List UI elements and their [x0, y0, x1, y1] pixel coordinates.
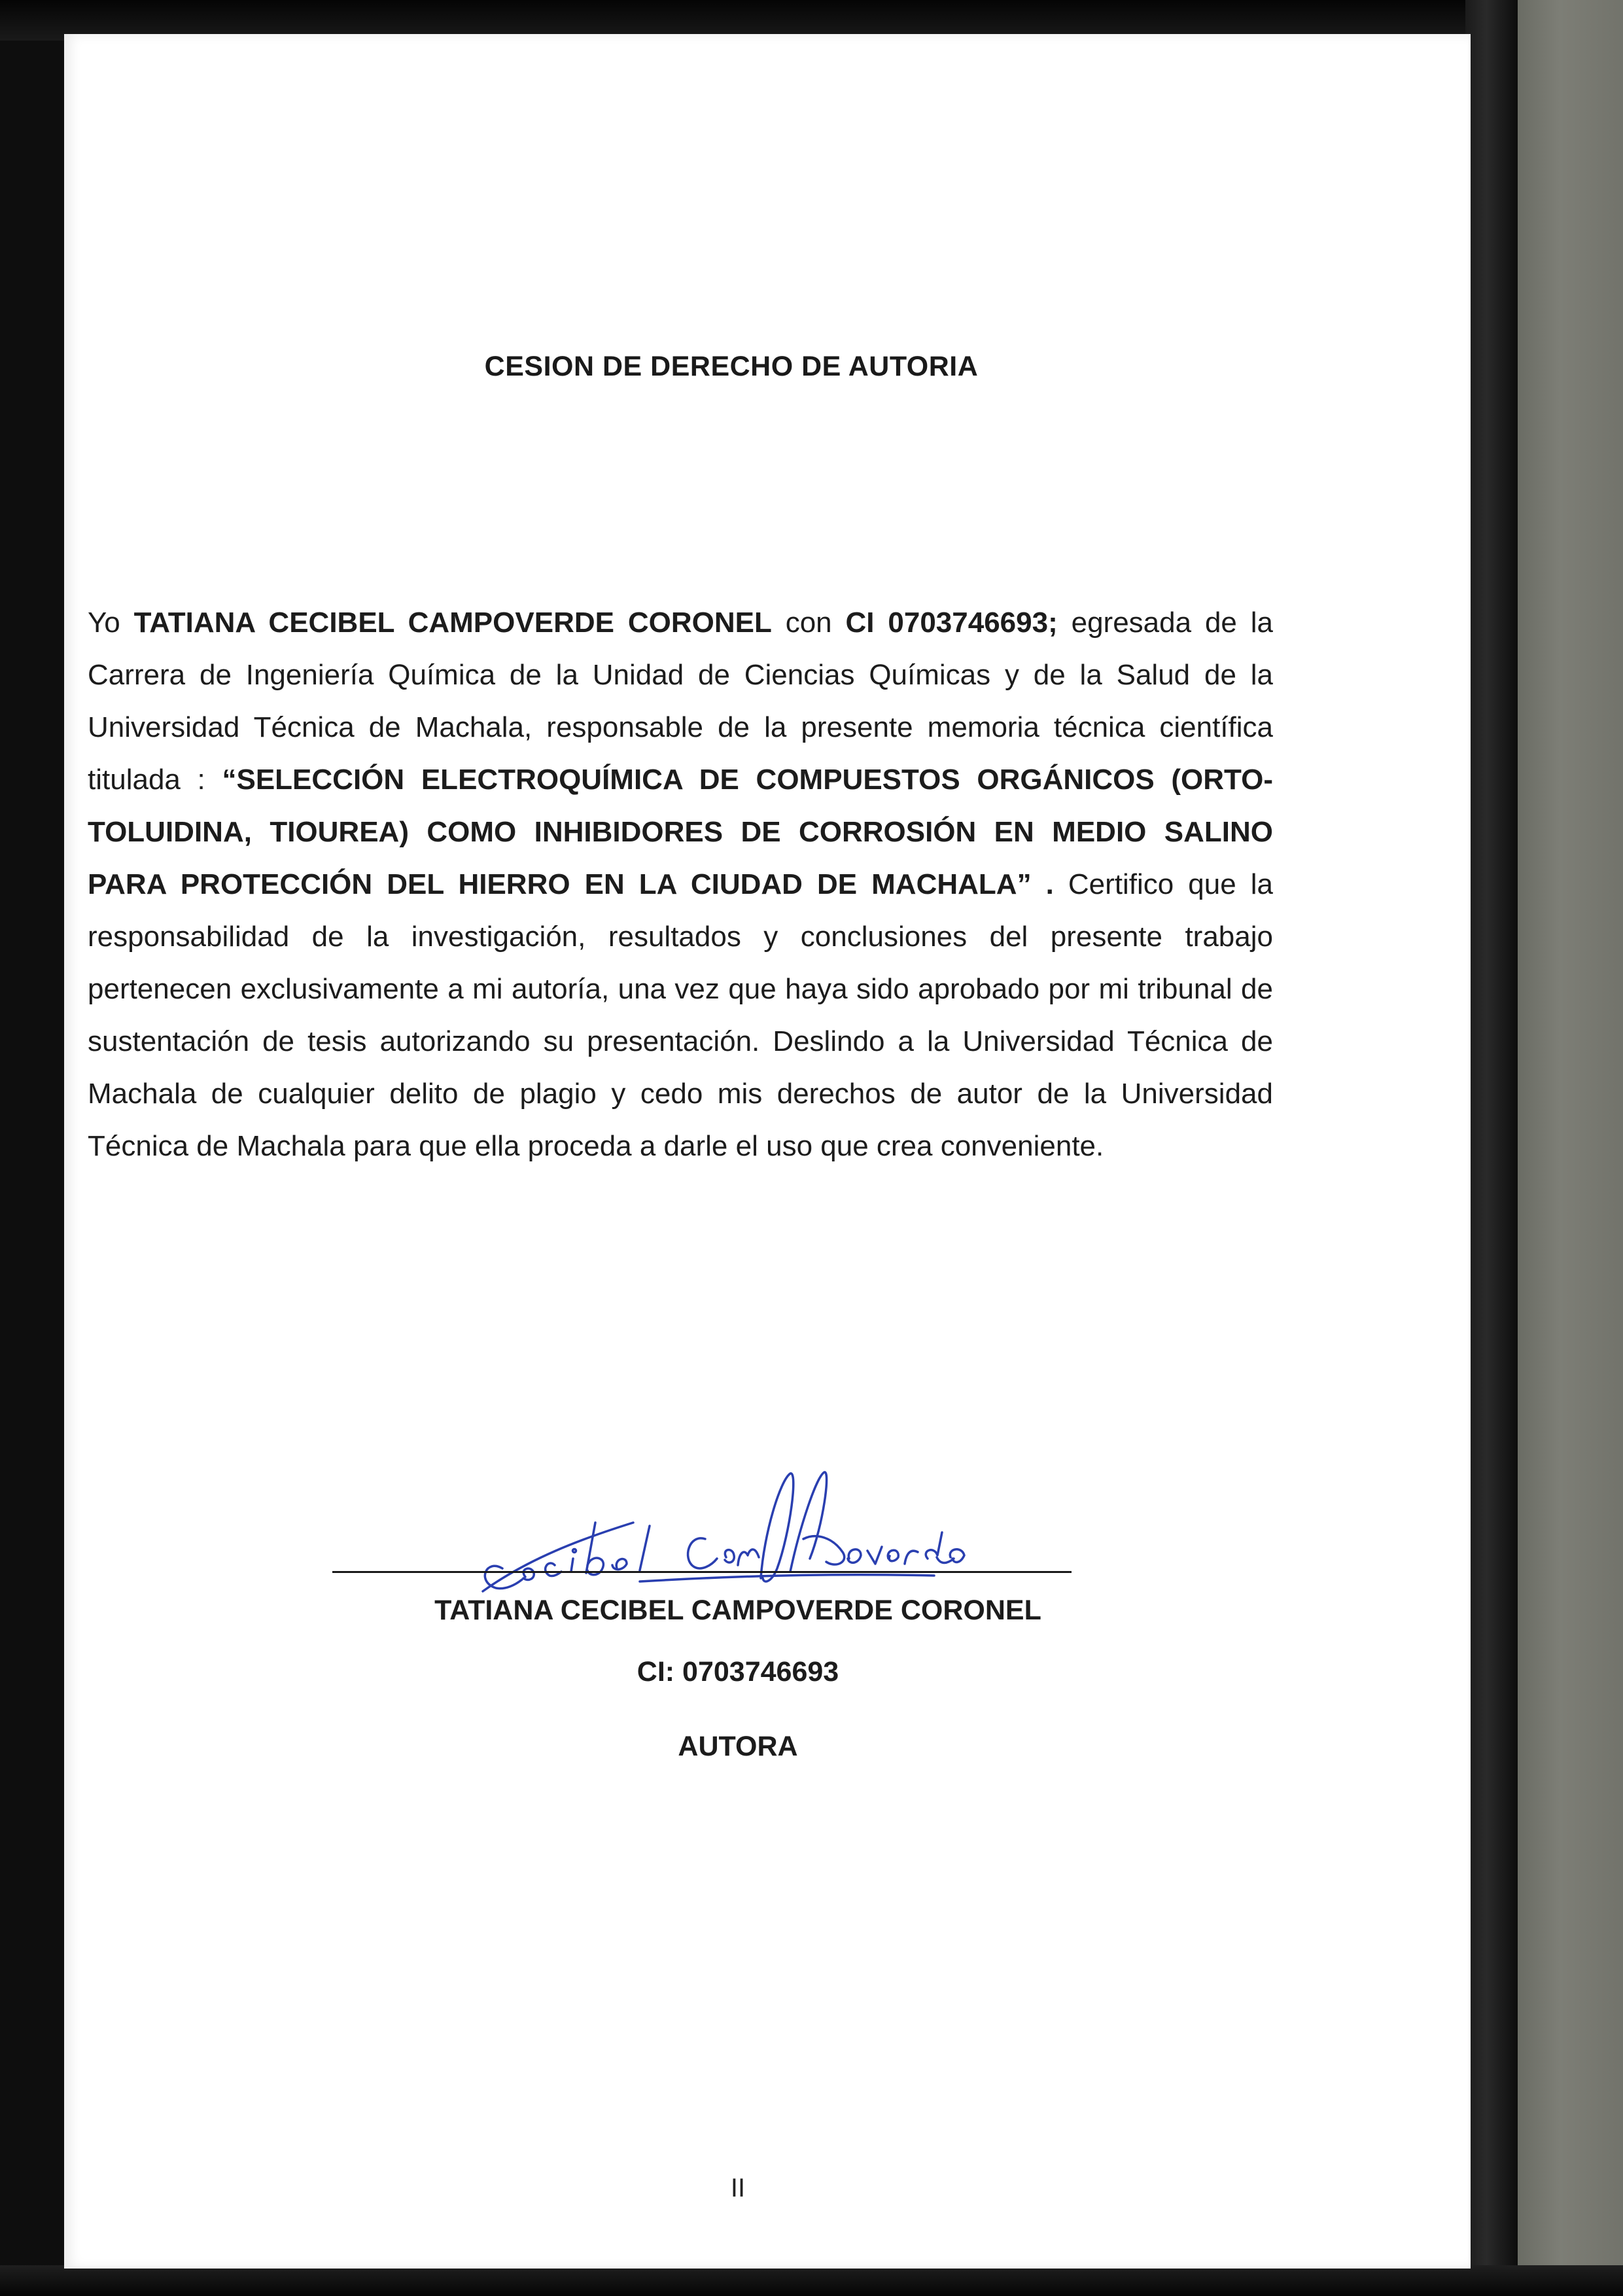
book-cover [1518, 0, 1623, 2296]
document-page [64, 34, 1471, 2269]
text-affiliation: egresada de la Carrera de Ingeniería Química de la Unidad de Ciencias Químicas y de la Salud de la Universidad Técnica de Machala, responsable de la presente memoria técnica científica titulada : [88, 607, 1273, 796]
ci-number-bold: CI 0703746693; [845, 607, 1058, 639]
text-intro: Yo [88, 607, 134, 639]
page-title: CESION DE DERECHO DE AUTORIA [484, 351, 979, 382]
handwritten-signature [424, 1460, 973, 1617]
thesis-title-bold: “SELECCIÓN ELECTROQUÍMICA DE COMPUESTOS ORGÁNICOS (ORTO-TOLUIDINA, TIOUREA) COMO INHIBIDORES DE CORROSIÓN EN MEDIO SALINO PARA PROTECCIÓN DEL HIERRO EN LA CIUDAD DE MACHALA” . [88, 764, 1273, 900]
page-number: II [730, 2174, 746, 2202]
text-certification: Certifico que la responsabilidad de la investigación, resultados y conclusiones del presente trabajo pertenecen exclusivamente a mi autoría, una vez que haya sido aprobado por mi tribunal de sustentación de tesis autorizando su presentación. Deslindo a la Universidad Técnica de Machala de cualquier delito de plagio y cedo mis derechos de autor de la Universidad Técnica de Machala para que ella proceda a darle el uso que crea conveniente. [88, 868, 1273, 1162]
signatory-ci: CI: 0703746693 [637, 1656, 839, 1687]
signatory-name: TATIANA CECIBEL CAMPOVERDE CORONEL [434, 1595, 1041, 1626]
declaration-paragraph [88, 597, 1273, 1173]
text-con: con [771, 607, 846, 639]
author-name-bold: TATIANA CECIBEL CAMPOVERDE CORONEL [133, 607, 772, 639]
signatory-role: AUTORA [678, 1731, 798, 1762]
signature-line [332, 1571, 1072, 1573]
scan-border-bottom [0, 2265, 1623, 2296]
book-spine-edge [1465, 0, 1518, 2296]
